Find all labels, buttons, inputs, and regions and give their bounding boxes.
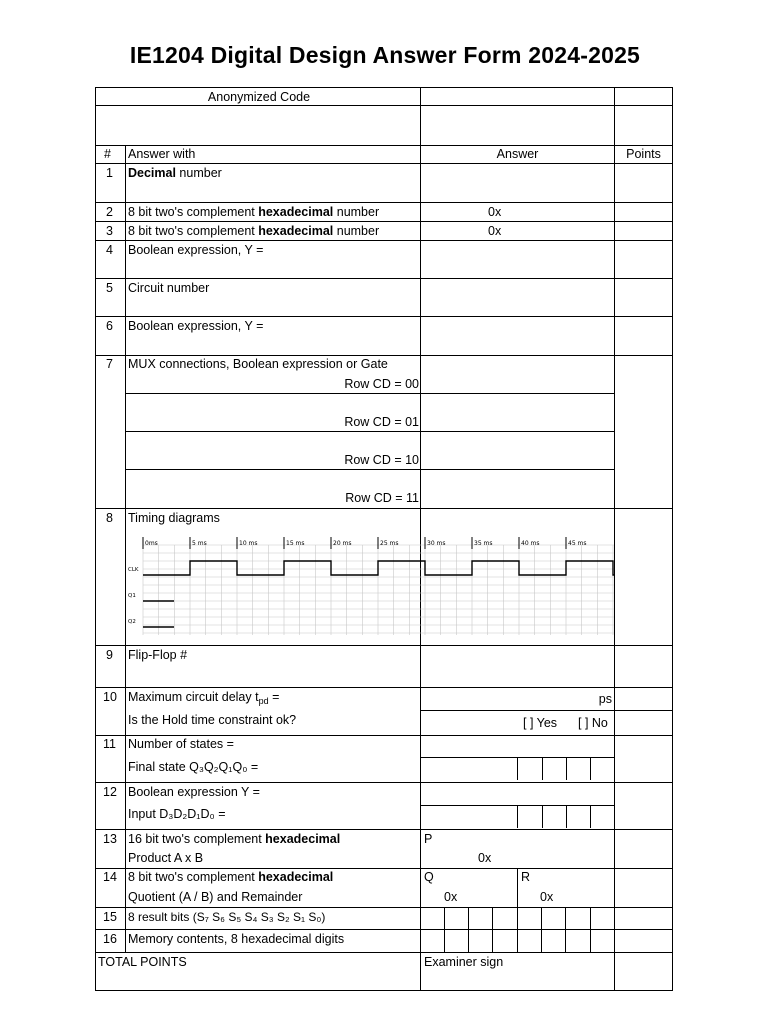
- row-number: 12: [103, 785, 117, 799]
- row14-label1: 8 bit two's complement hexadecimal: [128, 870, 334, 884]
- row7-cd10: Row CD = 10: [344, 453, 419, 467]
- col-num-header: #: [104, 147, 111, 161]
- row14-q-answer-prefix: 0x: [444, 890, 458, 904]
- signal-label: Q2: [128, 619, 136, 625]
- row7-cd11: Row CD = 11: [345, 491, 419, 505]
- row-number: 15: [103, 910, 117, 924]
- row-number: 14: [103, 870, 117, 884]
- row8-label: Timing diagrams: [128, 511, 220, 525]
- time-label: 15 ms: [286, 540, 305, 547]
- row10-label2: Is the Hold time constraint ok?: [128, 713, 297, 727]
- time-label: 20 ms: [333, 540, 352, 547]
- row-number: 5: [106, 281, 113, 295]
- hold-no-option[interactable]: [ ] No: [578, 716, 608, 730]
- time-label: 0ms: [145, 540, 158, 547]
- row14-r-answer-prefix: 0x: [540, 890, 554, 904]
- row-number: 6: [106, 319, 113, 333]
- row12-label1: Boolean expression Y =: [128, 785, 260, 799]
- col-points-left: [614, 87, 615, 991]
- row-number: 11: [103, 737, 116, 751]
- signal-label: Q1: [128, 593, 136, 599]
- frame-right: [672, 87, 673, 991]
- row15-label: 8 result bits (S₇ S₆ S₅ S₄ S₃ S₂ S₁ S₀): [128, 910, 326, 924]
- time-label: 30 ms: [427, 540, 446, 547]
- row14-label2: Quotient (A / B) and Remainder: [128, 890, 303, 904]
- row10-unit: ps: [598, 692, 612, 706]
- row1-label: Decimal number: [128, 166, 222, 180]
- row7-cd00: Row CD = 00: [344, 377, 419, 391]
- row7-cd01: Row CD = 01: [344, 415, 419, 429]
- row14-r-label: R: [521, 870, 531, 884]
- anonymized-code-label: Anonymized Code: [207, 90, 311, 104]
- time-label: 5 ms: [192, 540, 207, 547]
- row-number: 2: [106, 205, 113, 219]
- row13-p-label: P: [424, 832, 433, 846]
- frame-bottom: [95, 990, 673, 991]
- signal-label: CLK: [128, 567, 139, 573]
- row5-label: Circuit number: [128, 281, 210, 295]
- clk-waveform: [143, 561, 614, 575]
- time-label: 35 ms: [474, 540, 493, 547]
- hold-yes-option[interactable]: [ ] Yes: [523, 716, 558, 730]
- row-number: 1: [106, 166, 113, 180]
- row11-label1: Number of states =: [128, 737, 234, 751]
- row3-label: 8 bit two's complement hexadecimal number: [128, 224, 380, 238]
- row3-answer-prefix: 0x: [488, 224, 502, 238]
- time-label: 10 ms: [239, 540, 258, 547]
- row2-answer-prefix: 0x: [488, 205, 502, 219]
- row-number: 4: [106, 243, 113, 257]
- page-title: IE1204 Digital Design Answer Form 2024-2025: [129, 42, 641, 68]
- col-points-header: Points: [626, 147, 661, 161]
- row-number: 8: [106, 511, 113, 525]
- row-number: 13: [103, 832, 117, 846]
- total-points-label: TOTAL POINTS: [98, 955, 187, 969]
- row16-label: Memory contents, 8 hexadecimal digits: [128, 932, 345, 946]
- timing-diagram[interactable]: [127, 535, 614, 635]
- row13-answer-prefix: 0x: [478, 851, 492, 865]
- row-number: 3: [106, 224, 113, 238]
- row12-label2: Input D₃D₂D₁D₀ =: [128, 807, 226, 821]
- row-number: 7: [106, 357, 113, 371]
- time-label: 40 ms: [521, 540, 540, 547]
- frame-top: [95, 87, 673, 88]
- time-label: 25 ms: [380, 540, 399, 547]
- row-number: 10: [103, 690, 117, 704]
- row11-label2: Final state Q₃Q₂Q₁Q₀ =: [128, 760, 259, 774]
- row13-label1: 16 bit two's complement hexadecimal: [128, 832, 341, 846]
- row2-label: 8 bit two's complement hexadecimal number: [128, 205, 380, 219]
- col-answer-with-header: Answer with: [128, 147, 196, 161]
- frame-left: [95, 87, 96, 991]
- row13-label2: Product A x B: [128, 851, 204, 865]
- col-num-right: [125, 145, 126, 953]
- row6-label: Boolean expression, Y =: [128, 319, 264, 333]
- time-label: 45 ms: [568, 540, 587, 547]
- row-number: 16: [103, 932, 117, 946]
- row7-label: MUX connections, Boolean expression or Gate: [128, 357, 388, 371]
- col-answer-header: Answer: [496, 147, 539, 161]
- row9-label: Flip-Flop #: [128, 648, 188, 662]
- row10-label1: Maximum circuit delay $t_{pd}$ =: [128, 690, 280, 706]
- row4-label: Boolean expression, Y =: [128, 243, 264, 257]
- examiner-sign-label: Examiner sign: [424, 955, 504, 969]
- row14-q-label: Q: [424, 870, 434, 884]
- row-number: 9: [106, 648, 113, 662]
